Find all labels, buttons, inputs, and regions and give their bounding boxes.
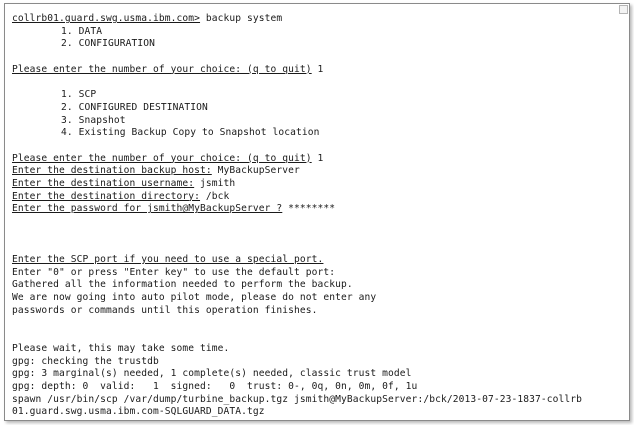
dest-user-line: [12, 178, 582, 191]
blank-line: [12, 330, 582, 343]
dest-user-value: jsmith: [194, 177, 236, 189]
dest-user-prompt: Enter the destination username:: [12, 177, 195, 189]
password-prompt: Enter the password for jsmith@MyBackupServer ?: [12, 203, 283, 215]
dest-host-value: MyBackupServer: [211, 165, 300, 177]
command-line: [12, 13, 582, 26]
choice-prompt-text: Please enter the number of your choice: (q to quit): [12, 63, 312, 75]
choice-prompt-1: [12, 64, 582, 77]
dest-host-line: [12, 165, 582, 178]
dest-dir-line: [12, 191, 582, 204]
gpg-line-3: gpg: depth: 0 valid: 1 signed: 0 trust: 0-, 0q, 0n, 0m, 0f, 1u: [12, 380, 418, 392]
blank-line: [12, 241, 582, 254]
blank-line: [12, 76, 582, 89]
menu2-item-existing-backup: 4. Existing Backup Copy to Snapshot location: [61, 127, 320, 139]
scp-port-prompt: Enter the SCP port if you need to use a special port.: [12, 254, 324, 266]
autopilot-line-2: passwords or commands until this operation finishes.: [12, 304, 318, 316]
shell-prompt: collrb01.guard.swg.usma.ibm.com>: [12, 13, 201, 24]
spawn-line-2: 01.guard.swg.usma.ibm.com-SQLGUARD_DATA.tgz: [12, 406, 265, 418]
autopilot-line-1: We are now going into auto pilot mode, please do not enter any: [12, 292, 377, 304]
menu2-item-snapshot: 3. Snapshot: [61, 114, 126, 126]
default-port-line: Enter "0" or press "Enter key" to use the default port:: [12, 266, 336, 278]
blank-line: [12, 318, 582, 331]
menu2-item-configured-destination: 2. CONFIGURED DESTINATION: [61, 101, 208, 113]
blank-line: [12, 140, 582, 153]
command-text: backup system: [200, 13, 283, 24]
blank-line: [12, 216, 582, 229]
choice-prompt-2: [12, 153, 582, 166]
scp-port-line: [12, 254, 582, 267]
password-value: ********: [282, 203, 336, 215]
choice-answer: 1: [311, 63, 324, 75]
choice-prompt-text: Please enter the number of your choice: (q to quit): [12, 152, 312, 164]
choice-answer: 1: [311, 152, 324, 164]
menu1-item-configuration: 2. CONFIGURATION: [61, 38, 156, 50]
gpg-line-1: gpg: checking the trustdb: [12, 355, 159, 367]
terminal-window[interactable]: [4, 3, 630, 421]
dest-dir-value: /bck: [200, 190, 230, 202]
password-line: [12, 203, 582, 216]
menu1-item-data: 1. DATA: [61, 25, 103, 37]
terminal-output: [12, 13, 582, 419]
gpg-line-2: gpg: 3 marginal(s) needed, 1 complete(s) needed, classic trust model: [12, 368, 412, 380]
spawn-line-1: spawn /usr/bin/scp /var/dump/turbine_backup.tgz jsmith@MyBackupServer:/bck/2013-07-23-1837-collrb: [12, 393, 582, 405]
window-corner-control[interactable]: [619, 5, 628, 14]
blank-line: [12, 51, 582, 64]
blank-line: [12, 229, 582, 242]
dest-dir-prompt: Enter the destination directory:: [12, 190, 201, 202]
dest-host-prompt: Enter the destination backup host:: [12, 165, 212, 177]
menu2-item-scp: 1. SCP: [61, 89, 97, 101]
gathered-info-line: Gathered all the information needed to perform the backup.: [12, 279, 353, 291]
wait-line: Please wait, this may take some time.: [12, 342, 230, 354]
